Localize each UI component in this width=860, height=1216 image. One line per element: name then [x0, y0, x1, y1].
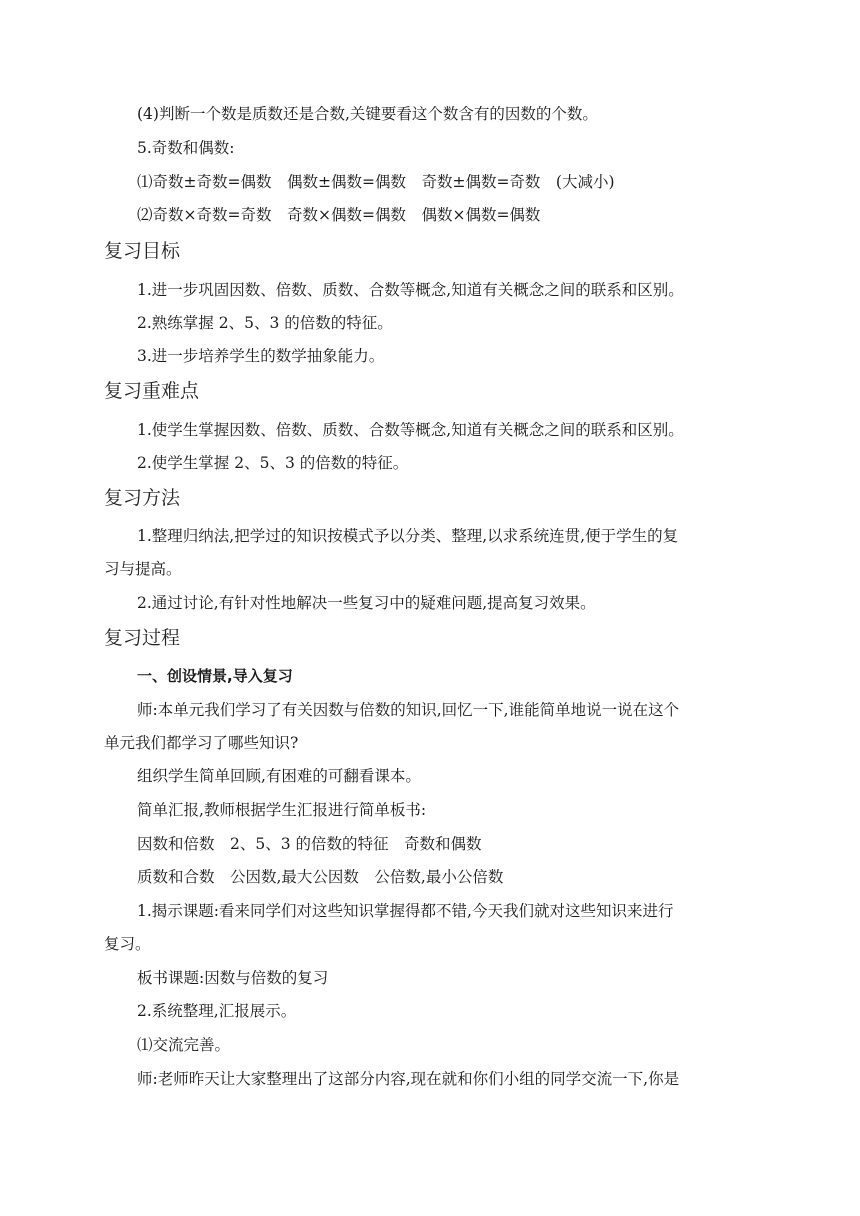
- text-line: 因数和倍数 2、5、3 的倍数的特征 奇数和偶数: [137, 835, 482, 853]
- text-line: ⑴交流完善。: [137, 1036, 231, 1054]
- text-line: 师:老师昨天让大家整理出了这部分内容,现在就和你们小组的同学交流一下,你是: [137, 1070, 680, 1088]
- text-line: 质数和合数 公因数,最大公因数 公倍数,最小公倍数: [137, 868, 504, 886]
- text-line: 简单汇报,教师根据学生汇报进行简单板书:: [137, 801, 427, 819]
- text-line: 5.奇数和偶数:: [137, 139, 235, 157]
- text-line: 2.使学生掌握 2、5、3 的倍数的特征。: [137, 454, 409, 472]
- section-heading: 复习过程: [104, 627, 181, 649]
- text-line: 单元我们都学习了哪些知识?: [104, 734, 299, 752]
- text-line: 2.通过讨论,有针对性地解决一些复习中的疑难问题,提高复习效果。: [137, 594, 596, 612]
- text-line: 板书课题:因数与倍数的复习: [137, 969, 329, 987]
- text-line: 习与提高。: [104, 560, 182, 578]
- text-line: (4)判断一个数是质数还是合数,关键要看这个数含有的因数的个数。: [137, 105, 598, 123]
- text-line: 2.系统整理,汇报展示。: [137, 1002, 297, 1020]
- text-line: 师:本单元我们学习了有关因数与倍数的知识,回忆一下,谁能简单地说一说在这个: [137, 701, 680, 719]
- text-line: 1.使学生掌握因数、倍数、质数、合数等概念,知道有关概念之间的联系和区别。: [137, 421, 684, 439]
- text-line: 复习。: [104, 935, 151, 953]
- text-line: 2.熟练掌握 2、5、3 的倍数的特征。: [137, 314, 393, 332]
- section-heading: 复习重难点: [104, 380, 200, 402]
- section-heading: 复习目标: [104, 240, 181, 262]
- text-line: ⑴奇数±奇数=偶数 偶数±偶数=偶数 奇数±偶数=奇数 (大减小): [137, 173, 615, 191]
- section-heading: 复习方法: [104, 487, 181, 509]
- text-line: 组织学生简单回顾,有困难的可翻看课本。: [137, 767, 421, 785]
- text-line: 1.整理归纳法,把学过的知识按模式予以分类、整理,以求系统连贯,便于学生的复: [137, 527, 679, 545]
- text-line: 3.进一步培养学生的数学抽象能力。: [137, 347, 385, 365]
- text-line: ⑵奇数×奇数=奇数 奇数×偶数=偶数 偶数×偶数=偶数: [137, 206, 541, 224]
- text-line: 1.揭示课题:看来同学们对这些知识掌握得都不错,今天我们就对这些知识来进行: [137, 902, 674, 920]
- text-line: 1.进一步巩固因数、倍数、质数、合数等概念,知道有关概念之间的联系和区别。: [137, 281, 684, 299]
- subsection-heading: 一、创设情景,导入复习: [137, 667, 293, 685]
